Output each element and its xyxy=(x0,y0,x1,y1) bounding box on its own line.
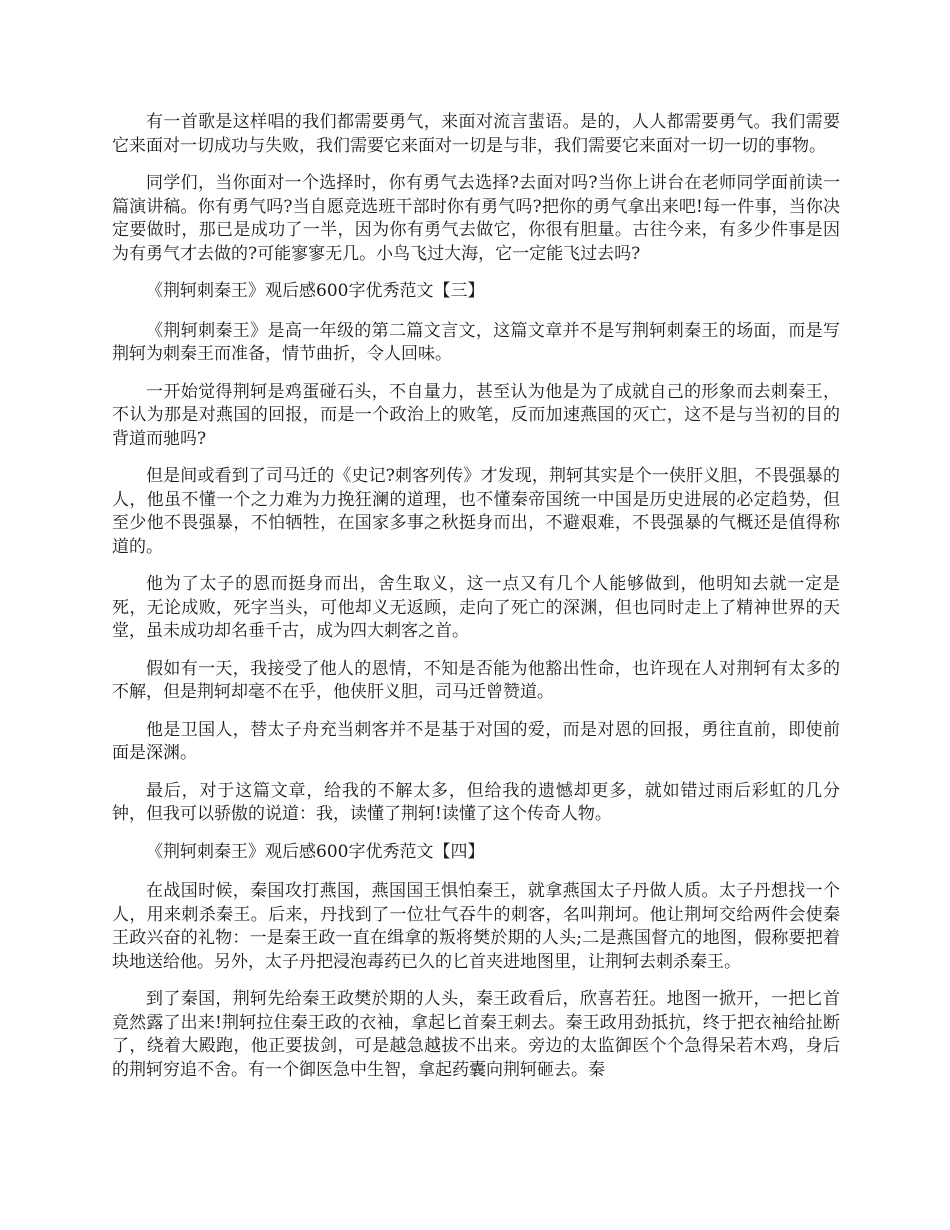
paragraph-second-classical: 《荆轲刺秦王》是高一年级的第二篇文言文，这篇文章并不是写荆轲刺秦王的场面，而是写荆轲为刺秦王而准备，情节曲折，令人回味。 xyxy=(112,320,840,364)
paragraph-sima-qian: 但是间或看到了司马迁的《史记?刺客列传》才发现，荆轲其实是个一侠肝义胆，不畏强暴的人，他虽不懂一个之力难为力挽狂澜的道理，也不懂秦帝国统一中国是历史进展的必定趋势，但至少他不畏强暴，不怕牺牲，在国家多事之秋挺身而出，不避艰难，不畏强暴的气概还是值得称道的。 xyxy=(112,466,840,557)
paragraph-arrive-qin: 到了秦国，荆轲先给秦王政樊於期的人头，秦王政看后，欣喜若狂。地图一掀开，一把匕首竟然露了出来!荆轲拉住秦王政的衣袖，拿起匕首秦王刺去。秦王政用劲抵抗，终于把衣袖给扯断了，绕着大殿跑，他正要拔剑，可是越急越拔不出来。旁边的太监御医个个急得呆若木鸡，身后的荆轲穷追不舍。有一个御医急中生智，拿起药囊向荆轲砸去。秦 xyxy=(112,989,840,1080)
section-heading-three: 《荆轲刺秦王》观后感600字优秀范文【三】 xyxy=(146,281,485,301)
document-page xyxy=(112,111,840,1096)
paragraph-one-day: 假如有一天，我接受了他人的恩情，不知是否能为他豁出性命，也许现在人对荆轲有太多的不解，但是荆轲却毫不在乎，他侠肝义胆，司马迁曾赞道。 xyxy=(112,658,840,702)
section-heading-four: 《荆轲刺秦王》观后感600字优秀范文【四】 xyxy=(146,841,485,862)
paragraph-song-courage: 有一首歌是这样唱的我们都需要勇气，来面对流言蜚语。是的，人人都需要勇气。我们需要它来面对一切成功与失败，我们需要它来面对一切是与非，我们需要它来面对一切一切的事物。 xyxy=(112,112,840,156)
paragraph-prince-grace: 他为了太子的恩而挺身而出，舍生取义，这一点又有几个人能够做到，他明知去就一定是死，无论成败，死字当头，可他却义无返顾，走向了死亡的深渊，但也同时走上了精神世界的天堂，虽未成功却名垂千古，成为四大刺客之首。 xyxy=(112,574,840,641)
paragraph-wei-person: 他是卫国人，替太子舟充当刺客并不是基于对国的爱，而是对恩的回报，勇往直前，即使前面是深渊。 xyxy=(112,719,840,763)
paragraph-warring-states: 在战国时候，秦国攻打燕国，燕国国王惧怕秦王，就拿燕国太子丹做人质。太子丹想找一个人，用来刺杀秦王。后来，丹找到了一位壮气吞牛的刺客，名叫荆坷。他让荆坷交给两件会使秦王政兴奋的礼物：一是秦王政一直在缉拿的叛将樊於期的人头;二是燕国督亢的地图，假称要把着块地送给他。另外，太子丹把浸泡毒药已久的匕首夹进地图里，让荆轲去刺杀秦王。 xyxy=(112,881,840,972)
paragraph-egg-stone: 一开始觉得荆轲是鸡蛋碰石头，不自量力，甚至认为他是为了成就自己的形象而去刺秦王，不认为那是对燕国的回报，而是一个政治上的败笔，反而加速燕国的灭亡，这不是与当初的目的背道而驰吗? xyxy=(112,381,840,449)
paragraph-classmates-choice: 同学们，当你面对一个选择时，你有勇气去选择?去面对吗?当你上讲台在老师同学面前读一篇演讲稿。你有勇气吗?当自愿竞选班干部时你有勇气吗?把你的勇气拿出来吧!每一件事，当你决定要做时，那已是成功了一半，因为你有勇气去做它，你很有胆量。古往今来，有多少件事是因为有勇气才去做的?可能寥寥无几。小鸟飞过大海，它一定能飞过去吗? xyxy=(112,173,840,264)
paragraph-finally: 最后，对于这篇文章，给我的不解太多，但给我的遗憾却更多，就如错过雨后彩虹的几分钟，但我可以骄傲的说道：我，读懂了荆轲!读懂了这个传奇人物。 xyxy=(112,780,840,824)
